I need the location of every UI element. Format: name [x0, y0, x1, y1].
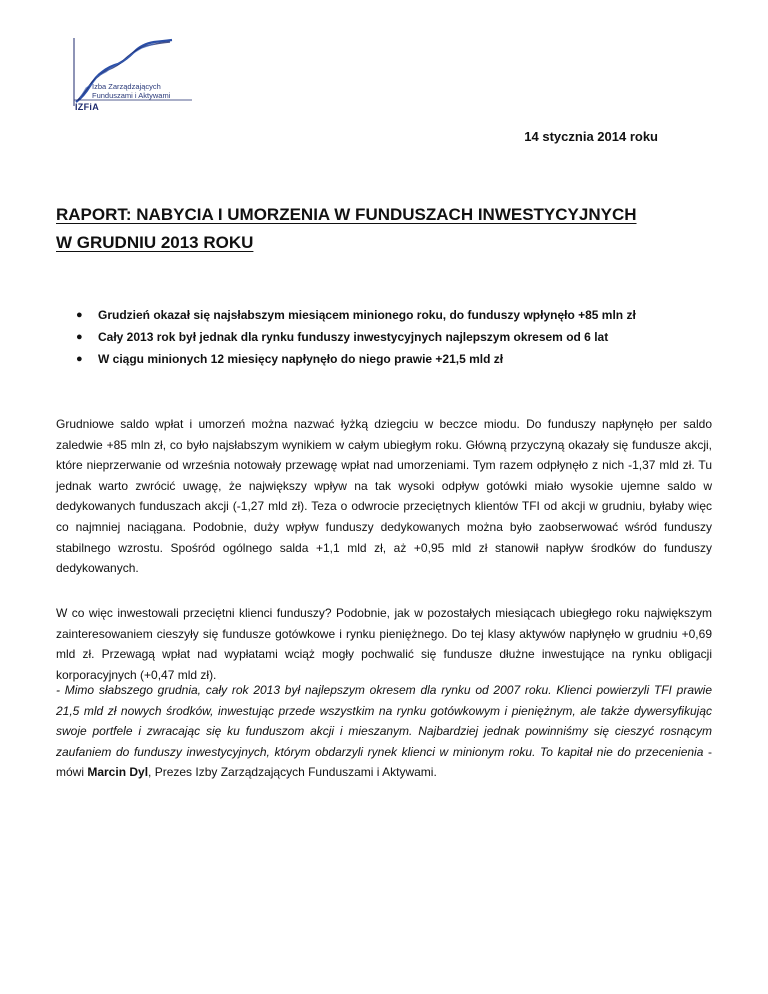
quote-speaker-name: Marcin Dyl: [87, 765, 149, 780]
key-point: ● W ciągu minionych 12 miesięcy napłynęło do niego prawie +21,5 mld zł: [76, 348, 696, 370]
key-points-list: [76, 304, 696, 370]
bullet-icon: ●: [76, 331, 83, 343]
quote-speaker-role: , Prezes Izby Zarządzających Funduszami i Aktywami.: [148, 765, 437, 780]
paragraph-december-balance: Grudniowe saldo wpłat i umorzeń można nazwać łyżką dziegciu w beczce miodu. Do funduszy napłynęło per saldo zaledwie +85 mln zł, co było najsłabszym wynikiem w całym ubiegłym roku. Główną przyczyną okazały się fundusze akcji, które nieprzerwanie od września notowały przewagę wpłat nad umorzeniami. Tym razem odpłynęło z nich -1,37 mld zł. Tu jednak warto zwrócić uwagę, że największy wpływ na tak wysoki odpływ gotówki miało wysokie ujemne saldo w dedykowanych funduszach akcji (-1,27 mld zł). Teza o odwrocie przeciętnych klientów TFI od akcji w grudniu, byłaby więc co najmniej naciągana. Podobnie, duży wpływ funduszy dedykowanych można było zaobserwować wśród funduszy stabilnego wzrostu. Spośród ogólnego salda +1,1 mld zł, aż +0,95 mld zł stanowił napływ środków do funduszy dedykowanych.: [56, 417, 712, 576]
logo-text-line1: Izba Zarządzających: [92, 82, 161, 91]
key-point: ● Cały 2013 rok był jednak dla rynku funduszy inwestycyjnych najlepszym okresem od 6 lat: [76, 326, 696, 348]
report-title: [56, 201, 696, 257]
quote-attribution-verb: - mówi: [56, 744, 712, 780]
key-point: ● Grudzień okazał się najsłabszym miesiącem minionego roku, do funduszy wpłynęło +85 mln zł: [76, 304, 696, 326]
logo-abbreviation: IZFiA: [75, 102, 99, 112]
report-title-line1: RAPORT: NABYCIA I UMORZENIA W FUNDUSZACH INWESTYCYJNYCH: [56, 205, 637, 224]
report-title-line2: W GRUDNIU 2013 ROKU: [56, 233, 254, 252]
quote-text: - Mimo słabszego grudnia, cały rok 2013 był najlepszym okresem dla rynku od 2007 roku. Klienci powierzyli TFI prawie 21,5 mld zł nowych środków, inwestując przede wszystkim na rynku gotówkowym i pieniężnym, ale także dywersyfikując swoje portfele i zwracając się ku funduszom akcji i mieszanym. Najbardziej jednak powinniśmy się cieszyć rosnącym zaufaniem do funduszy inwestycyjnych, którym obdarzyli rynek klienci w minionym roku. To kapitał nie do przecenienia: [56, 683, 712, 759]
paragraph-client-investments: W co więc inwestowali przeciętni klienci funduszy? Podobnie, jak w pozostałych miesiącach ubiegłego roku największym zainteresowaniem cieszyły się fundusze gotówkowe i rynku pieniężnego. Do tej klasy aktywów napłynęło w grudniu +0,69 mld zł. Przewagą wpłat nad wypłatami wciąż mogły pochwalić się fundusze dłużne inwestujące na rynku obligacji korporacyjnych (+0,47 mld zł).: [56, 606, 712, 682]
logo-text-line2: Funduszami i Aktywami: [92, 91, 171, 100]
bullet-icon: ●: [76, 353, 83, 365]
document-date: 14 stycznia 2014 roku: [524, 129, 658, 144]
paragraph-quote: [56, 680, 712, 783]
izfia-logo: [62, 36, 202, 116]
bullet-icon: ●: [76, 309, 83, 321]
